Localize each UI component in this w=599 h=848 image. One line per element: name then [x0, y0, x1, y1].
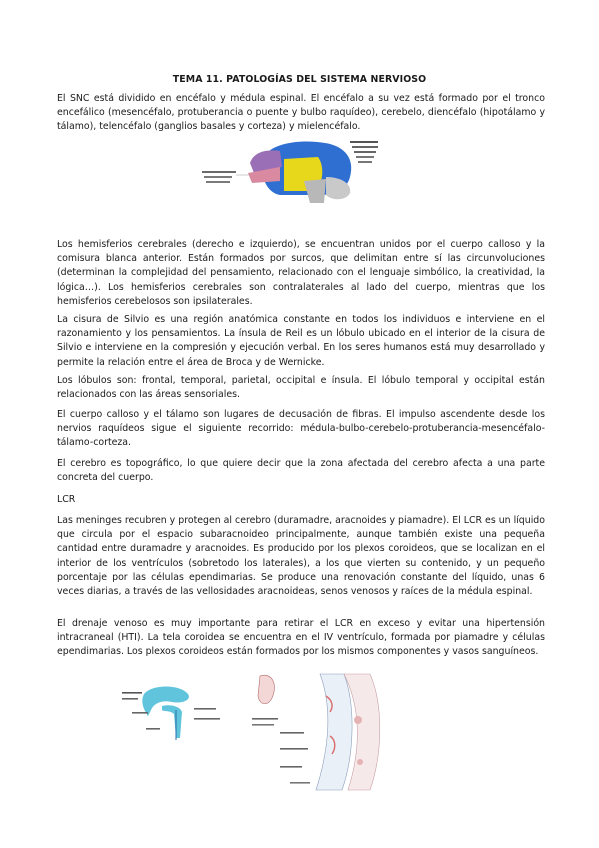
meninges-histology-figure [250, 666, 390, 794]
paragraph-cuerpo-calloso: El cuerpo calloso y el tálamo son lugares de decusación de fibras. El impulso ascendente desde los nervios raquídeos sigue el siguiente recorrido: médula-bulbo-cerebelo-protuberancia-mesencéfalo-tálamo-corteza. [57, 409, 545, 449]
ventricular-system-figure [122, 680, 252, 742]
paragraph-hemisferios: Los hemisferios cerebrales (derecho e izquierdo), se encuentran unidos por el cuerpo calloso y la comisura blanca anterior. Están formados por surcos, que delimitan entre sí las circunvoluciones (determinan la complejidad del pensamiento, relacionado con el lenguaje simbólico, la creatividad, la lógica…). Los hemisferios cerebrales son contralaterales al lado del cuerpo, mientras que los hemisferios cerebelosos son ipsilaterales. [57, 239, 545, 307]
brain-sagittal-section-figure [200, 137, 400, 209]
paragraph-meninges: Las meninges recubren y protegen al cerebro (duramadre, aracnoides y piamadre). El LCR es un líquido que circula por el espacio subaracnoideo principalmente, aunque también existe una pequeña cantidad entre duramadre y aracnoides. Es producido por los plexos coroideos, que se localizan en el interior de los ventrículos (sobretodo los laterales), a los que vierten su contenido, y un pequeño porcentaje por las células ependimarias. Se produce una renovación constante del líquido, unas 6 veces diarias, a través de las vellosidades aracnoideas, senos venosos y raíces de la médula espinal. [57, 515, 545, 598]
paragraph-topografico: El cerebro es topográfico, lo que quiere decir que la zona afectada del cerebro afecta a una parte concreta del cuerpo. [57, 458, 545, 484]
document-title: TEMA 11. PATOLOGÍAS DEL SISTEMA NERVIOSO [172, 74, 427, 85]
paragraph-lobulos: Los lóbulos son: frontal, temporal, parietal, occipital e ínsula. El lóbulo temporal y occipital están relacionados con las áreas sensoriales. [57, 375, 545, 401]
section-heading-lcr: LCR [57, 494, 76, 505]
paragraph-snc: El SNC está dividido en encéfalo y médula espinal. El encéfalo a su vez está formado por el tronco encefálico (mesencéfalo, protuberancia o puente y bulbo raquídeo), cerebelo, diencéfalo (hipotálamo y tálamo), telencéfalo (ganglios basales y corteza) y mielencéfalo. [57, 93, 545, 133]
paragraph-cisura: La cisura de Silvio es una región anatómica constante en todos los individuos e interviene en el razonamiento y los pensamientos. La ínsula de Reil es un lóbulo ubicado en el interior de la cisura de Silvio e interviene en la compresión y ejecución verbal. En los seres humanos está muy desarrollado y permite la relación entre el área de Broca y de Wernicke. [57, 314, 545, 368]
paragraph-drenaje: El drenaje venoso es muy importante para retirar el LCR en exceso y evitar una hipertensión intracraneal (HTI). La tela coroidea se encuentra en el IV ventrículo, formada por piamadre y células ependimarias. Los plexos coroideos están formados por los mismos componentes y vasos sanguíneos. [57, 618, 545, 658]
